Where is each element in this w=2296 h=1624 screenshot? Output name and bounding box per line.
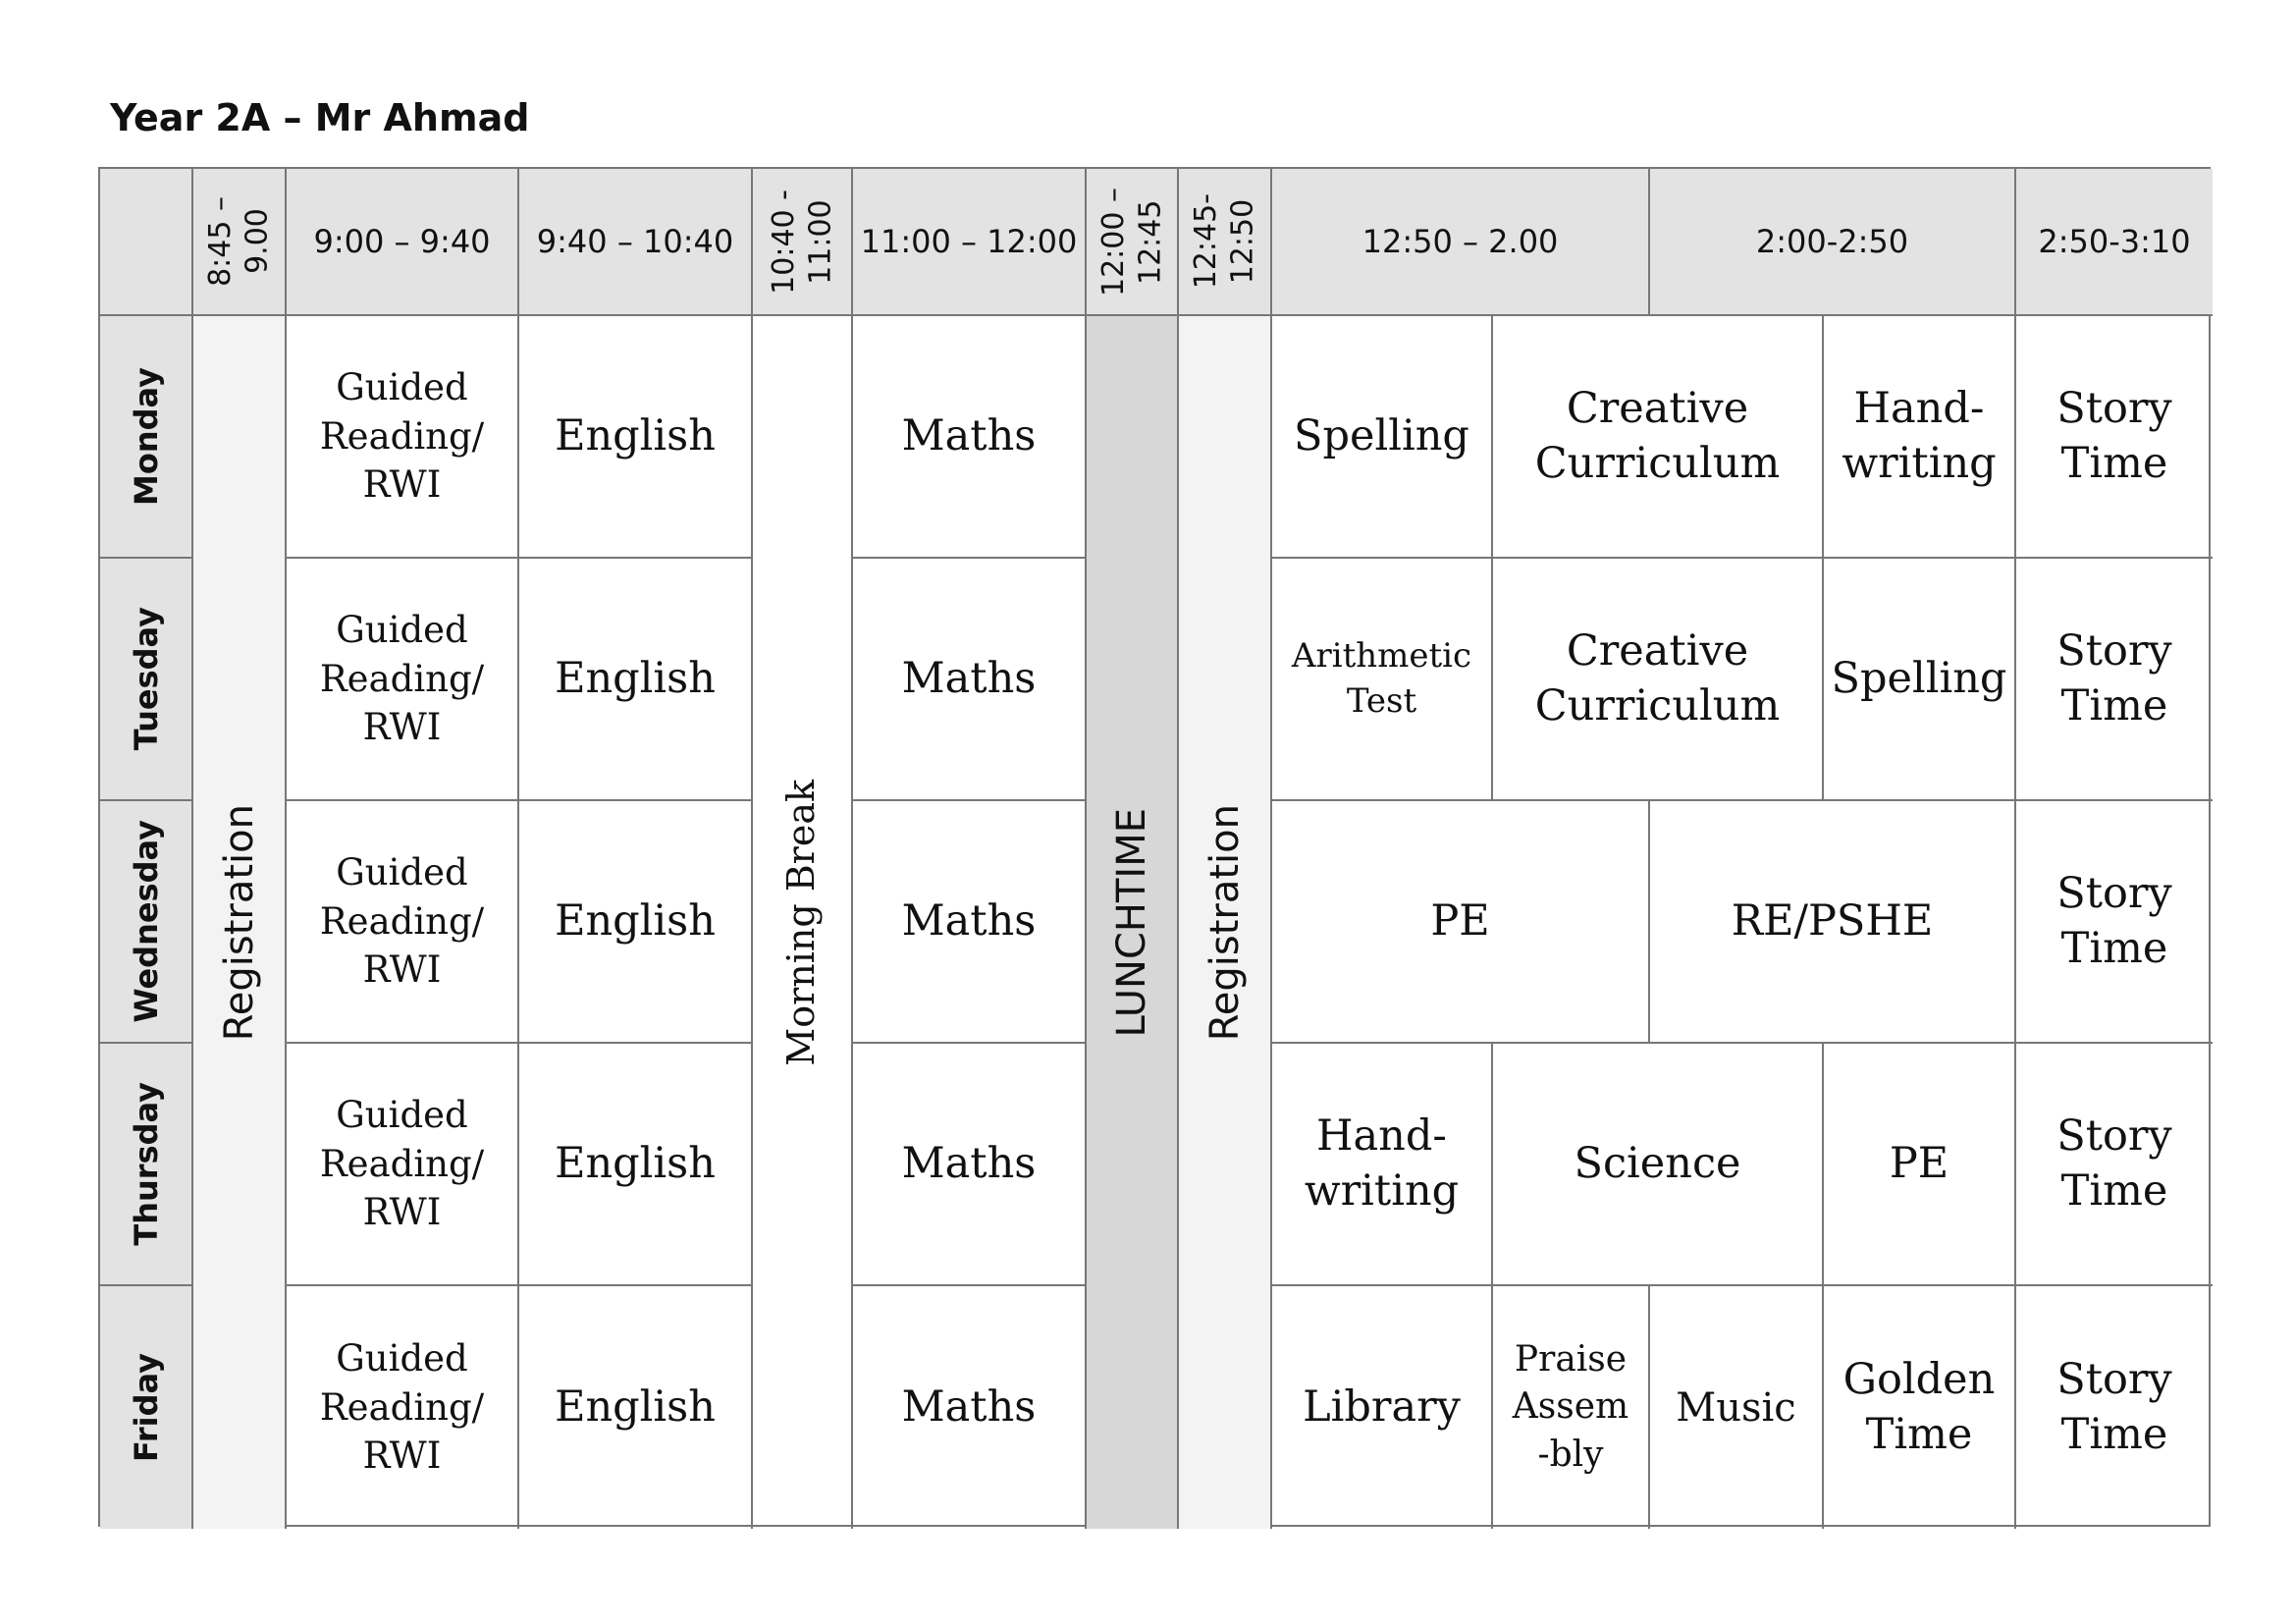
lesson-cell: English (519, 316, 753, 559)
lesson-cell: Science (1493, 1044, 1824, 1286)
time-header-1250: 12:50 – 2.00 (1272, 169, 1650, 316)
day-label-wednesday (100, 801, 193, 1044)
lesson-cell: Story Time (2016, 316, 2213, 559)
time-header-0940: 9:40 – 10:40 (519, 169, 753, 316)
time-header-0900: 9:00 – 9:40 (287, 169, 519, 316)
lesson-cell: Golden Time (1824, 1286, 2016, 1529)
registration-am-block (193, 316, 287, 1529)
lesson-cell: Story Time (2016, 801, 2213, 1044)
lesson-cell: Maths (853, 1286, 1087, 1529)
time-label: 12:45- 12:50 (1189, 193, 1260, 290)
time-header-0845 (193, 169, 287, 316)
lesson-cell: Guided Reading/ RWI (287, 559, 519, 801)
time-label: 8:45 – 9.00 (203, 196, 275, 287)
corner-cell (100, 169, 193, 316)
lesson-cell: Library (1272, 1286, 1493, 1529)
page-title: Year 2A – Mr Ahmad (110, 96, 530, 139)
lesson-cell: Guided Reading/ RWI (287, 1044, 519, 1286)
lesson-cell: Maths (853, 559, 1087, 801)
morning-break-label: Morning Break (779, 779, 824, 1066)
day-label-monday (100, 316, 193, 559)
lesson-cell: Praise Assem -bly (1493, 1286, 1650, 1529)
day-text: Tuesday (127, 607, 165, 751)
lesson-cell: Creative Curriculum (1493, 316, 1824, 559)
timetable-grid (98, 167, 2211, 1527)
lesson-cell: Hand- writing (1272, 1044, 1493, 1286)
morning-break-block (753, 316, 853, 1529)
lunchtime-block (1087, 316, 1179, 1529)
registration-am-label: Registration (216, 803, 262, 1042)
day-text: Wednesday (127, 820, 165, 1023)
day-label-tuesday (100, 559, 193, 801)
lesson-cell: English (519, 801, 753, 1044)
lesson-cell: PE (1824, 1044, 2016, 1286)
lesson-cell: Maths (853, 801, 1087, 1044)
lesson-cell: Story Time (2056, 1355, 2172, 1459)
registration-pm-block (1179, 316, 1272, 1529)
day-label-friday (100, 1286, 193, 1529)
time-label: 10:40 - 11:00 (766, 189, 837, 295)
time-header-1040 (753, 169, 853, 316)
day-text: Monday (127, 367, 165, 506)
day-label-thursday (100, 1044, 193, 1286)
day-text: Thursday (127, 1082, 165, 1246)
lesson-cell: Spelling (1824, 559, 2016, 801)
lesson-cell: PE (1272, 801, 1650, 1044)
lesson-cell: English (519, 1044, 753, 1286)
lesson-cell: RE/PSHE (1650, 801, 2016, 1044)
day-text: Friday (127, 1353, 165, 1462)
lesson-cell: Music (1650, 1286, 1824, 1529)
time-header-1100: 11:00 – 12:00 (853, 169, 1087, 316)
time-header-1200 (1087, 169, 1179, 316)
lesson-cell: Spelling (1272, 316, 1493, 559)
lunchtime-label: LUNCHTIME (1109, 807, 1154, 1038)
lesson-cell: English (519, 1286, 753, 1529)
time-header-1245 (1179, 169, 1272, 316)
lesson-cell: Arithmetic Test (1272, 559, 1493, 801)
lesson-cell: Hand- writing (1824, 316, 2016, 559)
time-header-1450: 2:50-3:10 (2016, 169, 2213, 316)
lesson-cell: Creative Curriculum (1493, 559, 1824, 801)
registration-pm-label: Registration (1201, 803, 1248, 1042)
lesson-cell: Story Time (2016, 559, 2213, 801)
lesson-cell: Guided Reading/ RWI (287, 801, 519, 1044)
lesson-cell: Guided Reading/ RWI (287, 1286, 519, 1529)
lesson-cell: Story Time (2016, 1044, 2213, 1286)
lesson-cell: Maths (853, 1044, 1087, 1286)
lesson-cell: Maths (853, 316, 1087, 559)
time-header-1400: 2:00-2:50 (1650, 169, 2016, 316)
lesson-cell: English (519, 559, 753, 801)
lesson-cell: Guided Reading/ RWI (287, 316, 519, 559)
time-label: 12:00 – 12:45 (1095, 187, 1167, 297)
